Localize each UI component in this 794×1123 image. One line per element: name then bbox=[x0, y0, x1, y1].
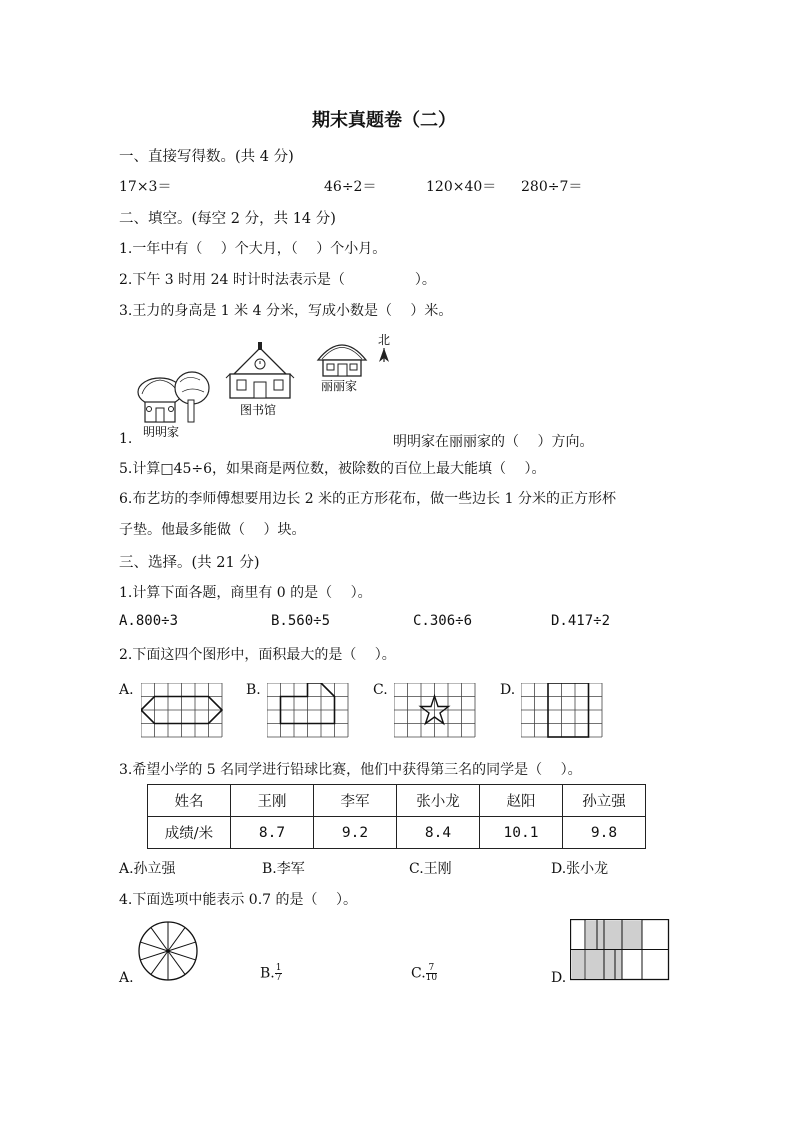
denominator: 7 bbox=[275, 973, 282, 983]
choice-option: B.560÷5 bbox=[271, 613, 331, 629]
mingming-house-icon bbox=[138, 372, 209, 422]
fill-question: 1.一年中有（ ）个大月，（ ）个小月。 bbox=[119, 241, 387, 257]
option-label: C. bbox=[373, 682, 388, 698]
lili-label: 丽丽家 bbox=[321, 379, 358, 393]
fill-question: 5.计算□45÷6，如果商是两位数，被除数的百位上最大能填（ ）。 bbox=[119, 461, 546, 477]
choice-option: C.306÷6 bbox=[413, 613, 473, 629]
choice-question: 3.希望小学的 5 名同学进行铅球比赛，他们中获得第三名的同学是（ ）。 bbox=[119, 762, 582, 778]
table-cell: 9.8 bbox=[563, 817, 646, 849]
table-row bbox=[148, 817, 646, 849]
fill-question: 3.王力的身高是 1 米 4 分米，写成小数是（ ）米。 bbox=[119, 303, 453, 319]
option-label: B. bbox=[246, 682, 261, 698]
shaded-grid-icon bbox=[570, 919, 670, 981]
choice-option: A.800÷3 bbox=[119, 613, 179, 629]
grid-shape-d bbox=[521, 683, 603, 739]
table-header: 孙立强 bbox=[563, 785, 646, 817]
table-header: 赵阳 bbox=[480, 785, 563, 817]
table-cell: 9.2 bbox=[314, 817, 397, 849]
table-header: 张小龙 bbox=[397, 785, 480, 817]
map-illustration bbox=[130, 330, 400, 445]
denominator: 10 bbox=[425, 973, 438, 983]
table-cell: 8.4 bbox=[397, 817, 480, 849]
choice-option: A.孙立强 bbox=[119, 861, 176, 877]
lili-house-icon bbox=[318, 345, 366, 376]
library-label: 图书馆 bbox=[240, 403, 277, 417]
table-header: 李军 bbox=[314, 785, 397, 817]
fill-question: 6.布艺坊的李师傅想要用边长 2 米的正方形花布，做一些边长 1 分米的正方形杯 bbox=[119, 491, 616, 507]
choice-question: 1.计算下面各题，商里有 0 的是（ ）。 bbox=[119, 585, 372, 601]
table-header: 姓名 bbox=[148, 785, 231, 817]
library-icon bbox=[226, 342, 294, 398]
option-prefix: C. bbox=[411, 965, 426, 982]
fraction bbox=[275, 964, 283, 983]
calc-item: 120×40＝ bbox=[426, 179, 497, 195]
choice-question: 4.下面选项中能表示 0.7 的是（ ）。 bbox=[119, 892, 357, 908]
option-label: A. bbox=[119, 970, 134, 986]
north-label: 北 bbox=[378, 333, 391, 347]
table-header-row bbox=[148, 785, 646, 817]
option-label: D. bbox=[551, 970, 567, 986]
section2-heading: 二、填空。(每空 2 分，共 14 分) bbox=[119, 211, 336, 227]
choice-option: B.李军 bbox=[262, 861, 305, 877]
choice-option: C.王刚 bbox=[409, 861, 452, 877]
fill-question: 2.下午 3 时用 24 时计时法表示是（ ）。 bbox=[119, 272, 436, 288]
page-title: 期末真题卷（二） bbox=[312, 110, 456, 131]
choice-option bbox=[411, 964, 437, 983]
grid-shape-b bbox=[267, 683, 349, 739]
option-label: D. bbox=[500, 682, 516, 698]
numerator: 1 bbox=[275, 963, 282, 973]
grid-shape-c bbox=[394, 683, 476, 739]
ming-label: 明明家 bbox=[143, 425, 180, 439]
table-header: 王刚 bbox=[231, 785, 314, 817]
calc-item: 280÷7＝ bbox=[521, 179, 583, 195]
fill-question: 子垫。他最多能做（ ）块。 bbox=[119, 522, 306, 538]
circle-divided-icon bbox=[137, 920, 199, 982]
numerator: 7 bbox=[426, 964, 437, 974]
score-table bbox=[147, 784, 646, 849]
calc-item: 46÷2＝ bbox=[324, 179, 377, 195]
fill-question: 明明家在丽丽家的（ ）方向。 bbox=[393, 434, 594, 450]
option-label: A. bbox=[119, 682, 134, 698]
choice-question: 2.下面这四个图形中，面积最大的是（ ）。 bbox=[119, 647, 396, 663]
option-prefix: B. bbox=[260, 965, 275, 982]
section1-heading: 一、直接写得数。(共 4 分) bbox=[119, 149, 294, 165]
section3-heading: 三、选择。(共 21 分) bbox=[119, 555, 260, 571]
calc-item: 17×3＝ bbox=[119, 179, 172, 195]
choice-option: D.张小龙 bbox=[551, 861, 609, 877]
table-cell: 8.7 bbox=[231, 817, 314, 849]
table-cell: 成绩/米 bbox=[148, 817, 231, 849]
table-cell: 10.1 bbox=[480, 817, 563, 849]
fraction bbox=[426, 964, 437, 983]
question-number: 1. bbox=[119, 431, 133, 447]
choice-option bbox=[260, 964, 282, 983]
choice-option: D.417÷2 bbox=[551, 613, 611, 629]
grid-shape-a bbox=[141, 683, 223, 739]
north-arrow-icon bbox=[379, 348, 389, 362]
